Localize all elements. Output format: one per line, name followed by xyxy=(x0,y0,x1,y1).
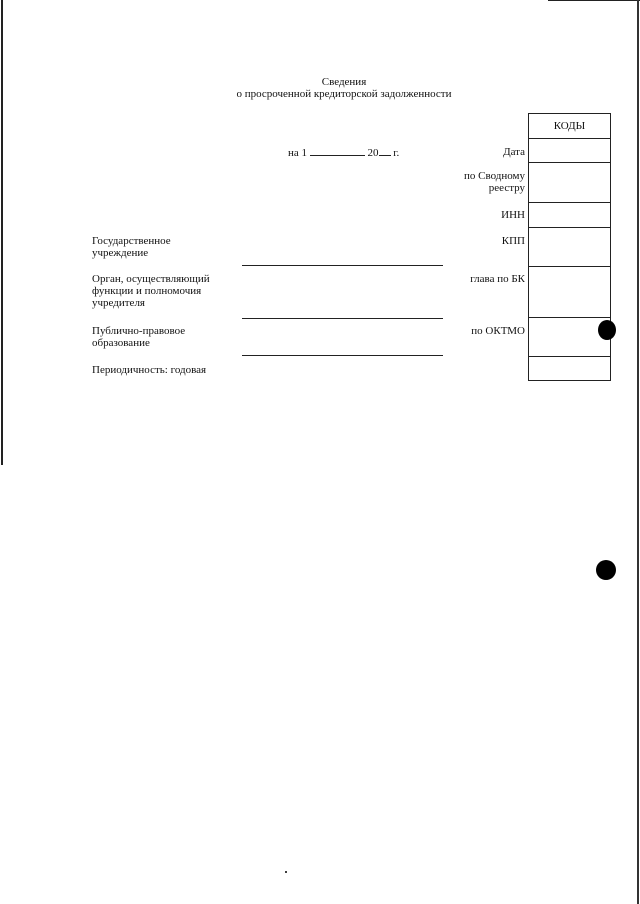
label-kpp: КПП xyxy=(501,235,525,247)
label-bk: глава по БК xyxy=(470,273,525,285)
scan-left-edge xyxy=(1,0,3,465)
punch-hole-lower xyxy=(596,560,616,580)
field-founder-line-3: учредителя xyxy=(92,297,145,309)
code-cell-date[interactable] xyxy=(529,138,610,163)
label-inn: ИНН xyxy=(501,209,525,221)
date-day-month-field[interactable] xyxy=(310,146,365,156)
code-cell-oktmo[interactable] xyxy=(529,317,610,357)
code-cell-bk[interactable] xyxy=(529,266,610,318)
public-entity-input-line[interactable] xyxy=(242,355,443,356)
date-prefix: на 1 xyxy=(288,147,308,159)
label-oktmo: по ОКТМО xyxy=(471,325,525,337)
field-public-entity xyxy=(92,325,185,349)
field-institution xyxy=(92,235,171,259)
label-registry-line-2: реестру xyxy=(488,182,525,194)
field-founder-line-1: Орган, осуществляющий xyxy=(92,273,210,285)
founder-input-line[interactable] xyxy=(242,318,443,319)
scan-right-edge xyxy=(637,0,639,904)
institution-input-line[interactable] xyxy=(242,265,443,266)
field-institution-line-1: Государственное xyxy=(92,235,171,247)
code-cell-extra[interactable] xyxy=(529,356,610,380)
form-title xyxy=(0,76,640,100)
codes-header-underline xyxy=(553,138,587,139)
title-line-1: Сведения xyxy=(321,76,367,88)
label-registry xyxy=(420,170,525,194)
date-year-field[interactable] xyxy=(379,146,391,156)
codes-header-row xyxy=(529,114,610,139)
codes-table xyxy=(528,113,611,381)
codes-header: КОДЫ xyxy=(553,120,586,132)
code-cell-kpp[interactable] xyxy=(529,227,610,267)
field-public-line-2: образование xyxy=(92,337,150,349)
field-founder xyxy=(92,273,210,309)
label-registry-line-1: по Сводному xyxy=(463,170,525,182)
date-suffix: г. xyxy=(393,147,400,159)
title-line-2: о просроченной кредиторской задолженности xyxy=(236,88,452,100)
field-institution-line-2: учреждение xyxy=(92,247,149,259)
code-cell-registry[interactable] xyxy=(529,162,610,203)
scan-top-right-edge xyxy=(548,0,640,1)
field-periodicity: Периодичность: годовая xyxy=(92,364,207,376)
field-founder-line-2: функции и полномочия xyxy=(92,285,202,297)
report-date-line xyxy=(288,146,399,159)
date-century: 20 xyxy=(367,147,379,159)
field-public-line-1: Публично-правовое xyxy=(92,325,186,337)
code-cell-inn[interactable] xyxy=(529,202,610,228)
label-date: Дата xyxy=(503,146,525,158)
scan-speck xyxy=(285,871,287,873)
punch-hole-upper xyxy=(598,320,616,340)
